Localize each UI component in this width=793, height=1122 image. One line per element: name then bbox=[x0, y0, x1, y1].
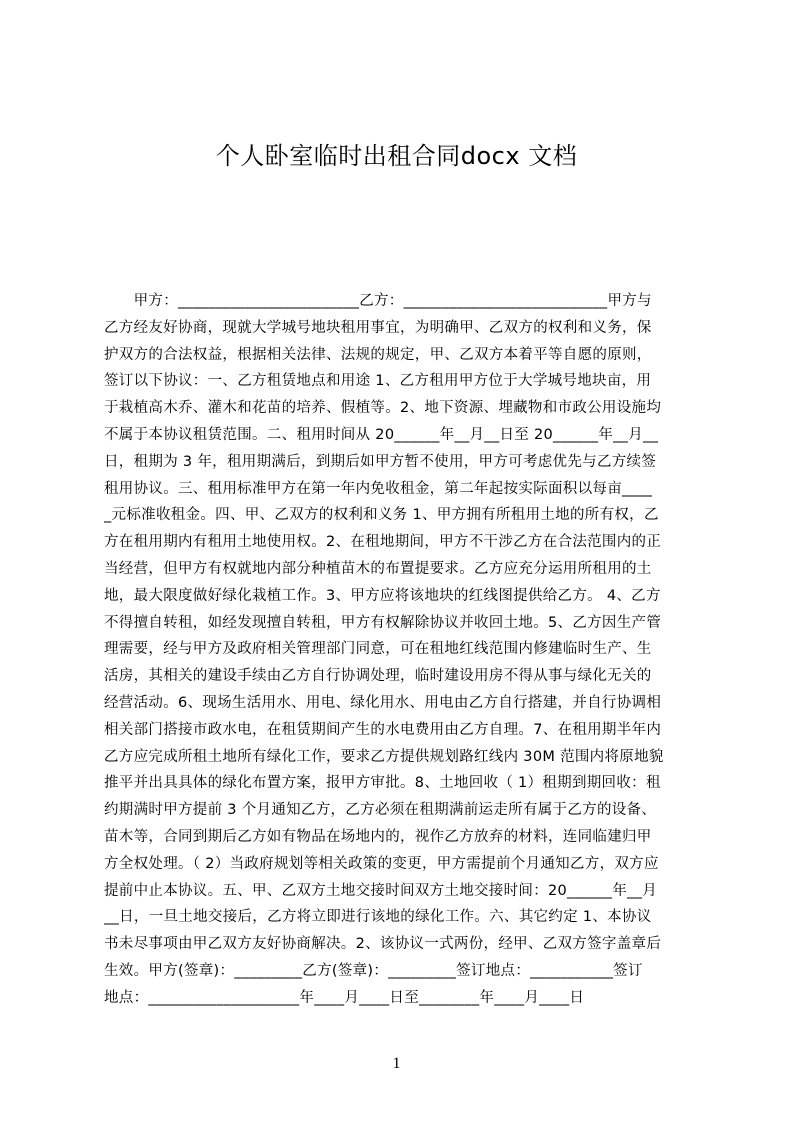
body-line: 乙方经友好协商，现就大学城号地块租用事宜，为明确甲、乙双方的权利和义务，保 bbox=[104, 319, 652, 336]
body-line: 方在租用期内有租用土地使用权。2、在租地期间，甲方不干涉乙方在合法范围内的正 bbox=[104, 534, 662, 551]
body-line: 当经营，但甲方有权就地内部分种植苗木的布置提要求。乙方应充分运用所租用的土 bbox=[104, 560, 652, 577]
document-title: 个人卧室临时出租合同docx 文档 bbox=[215, 142, 578, 170]
body-line: 苗木等，合同到期后乙方如有物品在场地内的，视作乙方放弃的材料，连同临建归甲 bbox=[104, 828, 652, 845]
body-line: 地，最大限度做好绿化栽植工作。3、甲方应将该地块的红线图提供给乙方。 4、乙方 bbox=[104, 587, 661, 604]
body-line: 理需要，经与甲方及政府相关管理部门同意，可在租地红线范围内修建临时生产、生 bbox=[104, 641, 652, 658]
body-line: 约期满时甲方提前 3 个月通知乙方，乙方必须在租期满前运走所有属于乙方的设备、 bbox=[104, 802, 657, 819]
body-line: 租用协议。三、租用标准甲方在第一年内免收租金，第二年起按实际面积以每亩____ bbox=[104, 480, 653, 497]
body-line: 方全权处理。（ 2）当政府规划等相关政策的变更，甲方需提前个月通知乙方，双方应 bbox=[104, 855, 659, 872]
body-line: 甲方：________________________乙方：___________________________甲方与 bbox=[104, 293, 652, 309]
body-line: 地点：____________________年____月____日至________年____月____日 bbox=[104, 989, 585, 1006]
body-line: 书未尽事项由甲乙双方友好协商解决。2、该协议一式两份，经甲、乙双方签字盖章后 bbox=[104, 936, 662, 953]
contract-body bbox=[104, 288, 697, 1012]
body-line: 于栽植高木乔、灌木和花苗的培养、假植等。2、地下资源、埋藏物和市政公用设施均 bbox=[104, 400, 662, 417]
body-line: 签订以下协议：一、乙方租赁地点和用途 1、乙方租用甲方位于大学城号地块亩，用 bbox=[104, 373, 652, 390]
body-line: 推平并出具具体的绿化布置方案，报甲方审批。8、土地回收（ 1）租期到期回收：租 bbox=[104, 775, 661, 792]
page-number: 1 bbox=[392, 1055, 401, 1072]
body-line: 不属于本协议租赁范围。二、租用时间从 20______年__月__日至 20______年__月__ bbox=[104, 426, 659, 443]
body-line: 活房，其相关的建设手续由乙方自行协调处理，临时建设用房不得从事与绿化无关的 bbox=[104, 668, 652, 685]
body-line: 日，租期为 3 年，租用期满后，到期后如甲方暂不使用，甲方可考虑优先与乙方续签 bbox=[104, 453, 657, 470]
body-line: 乙方应完成所租土地所有绿化工作，要求乙方提供规划路红线内 30M 范围内将原地貌 bbox=[104, 748, 664, 765]
body-line: 经营活动。6、现场生活用水、用电、绿化用水、用电由乙方自行搭建，并自行协调相 bbox=[104, 694, 662, 711]
body-line: 相关部门搭接市政水电，在租赁期间产生的水电费用由乙方自理。7、在租用期半年内 bbox=[104, 721, 662, 738]
body-line: _元标准收租金。四、甲、乙双方的权利和义务 1、甲方拥有所租用土地的所有权，乙 bbox=[104, 507, 659, 524]
body-line: __日，一旦土地交接后，乙方将立即进行该地的绿化工作。六、其它约定 1、本协议 bbox=[104, 909, 652, 926]
body-line: 护双方的合法权益，根据相关法律、法规的规定，甲、乙双方本着平等自愿的原则， bbox=[104, 346, 652, 363]
body-line: 生效。甲方(签章)：_________乙方(签章)：_________签订地点：___________签订 bbox=[104, 962, 643, 979]
body-line: 提前中止本协议。五、甲、乙双方土地交接时间双方土地交接时间：20______年__月 bbox=[104, 882, 658, 899]
body-line: 不得擅自转租，如经发现擅自转租，甲方有权解除协议并收回土地。5、乙方因生产管 bbox=[104, 614, 662, 631]
